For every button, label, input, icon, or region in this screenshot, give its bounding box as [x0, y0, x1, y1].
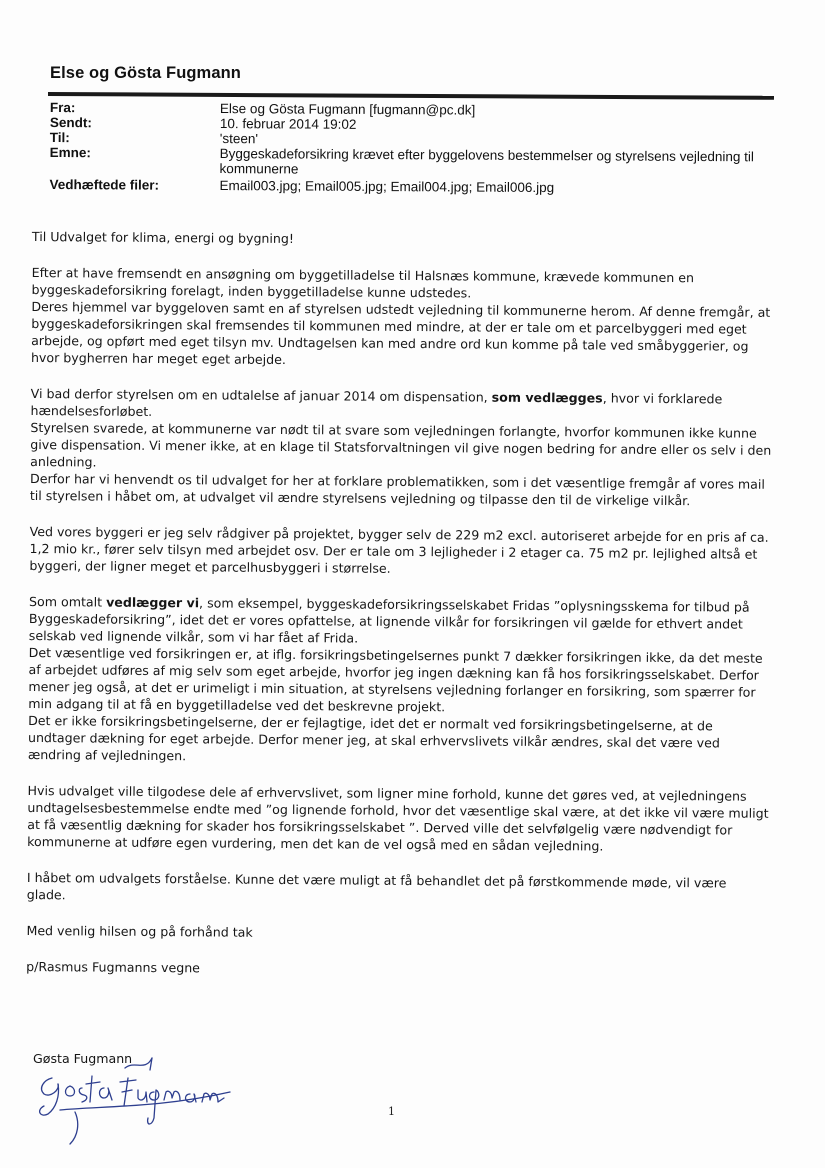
body-line: Som omtalt vedlægger vi, som eksempel, byggeskadeforsikringsselskabet Fridas ”oplysningsskema for tilbud på [29, 593, 750, 615]
body-line: Styrelsen svarede, at kommunerne var nødt til at svare som vejledningen forlangte, hvorfor kommunen ikke kunne [30, 419, 757, 441]
letter-body [26, 228, 774, 981]
body-line: arbejde, og opført med eget tilsyn mv. Undtagelsen kan med andre ord kun komme på tale ved småbyggerier, og [31, 332, 749, 354]
body-line: Byggeskadeforsikring”, idet det er vores opfattelse, at lignende vilkår for forsikringen vil gælde for ethvert andet [28, 610, 743, 632]
body-line: hvor bygherren har meget eget arbejde. [30, 349, 287, 367]
emphasis: som vedlægges [491, 389, 603, 406]
body-line: min adgang til at få en byggetilladelse ved det beskrevne projekt. [28, 695, 446, 715]
body-line: Hvis udvalget ville tilgodese dele af erhvervslivet, som ligner mine forhold, kunne det gøres ved, at vejledningens [27, 782, 747, 804]
body-line: byggeskadeforsikring forelagt, inden byggetilladelse kunne udstedes. [31, 281, 472, 301]
body-line: at få væsentlig dækning for skader hos forsikringsselskabet ”. Derved ville det selvfølgelig være nødvendigt for [27, 816, 733, 838]
closing: Med venlig hilsen og på forhånd tak [26, 922, 253, 940]
subject-value: Byggeskadeforsikring krævet efter byggelovens bestemmelser og styrelsens vejledning til kommunerne [219, 146, 754, 177]
body-line: Efter at have fremsendt en ansøgning om byggetilladelse til Halsnæs kommune, krævede kommunen en [31, 264, 695, 286]
body-line: hændelsesforløbet. [30, 402, 153, 419]
field-label: Sendt: [49, 114, 92, 131]
header-divider [48, 92, 774, 100]
body-line: 1,2 mio kr., fører selv tilsyn med arbejdet osv. Der er tale om 3 lejligheder i 2 etager ca. 75 m2 pr. lejlighed altså et [29, 540, 758, 562]
page-number: 1 [388, 1105, 395, 1118]
body-line: af arbejdet udføres af mig selv som eget arbejde, hvorfor jeg ingen dækning kan få hos forsikringsselskabet. Derfor [28, 661, 759, 683]
body-line: Deres hjemmel var byggeloven samt en af styrelsen udstedt vejledning til kommunerne herom. Af denne fremgår, at [31, 298, 771, 320]
sender-title: Else og Gösta Fugmann [50, 64, 241, 82]
body-line: undtager dækning for eget arbejde. Derfor mener jeg, at skal erhvervslivets vilkår ændres, skal det være ved [27, 729, 720, 751]
field-label: Vedhæftede filer: [49, 176, 160, 193]
sent-value: 10. februar 2014 19:02 [219, 116, 357, 132]
body-line: selskab ved lignende vilkår, som vi har fået af Frida. [28, 627, 359, 646]
field-label: Emne: [49, 144, 91, 161]
signer-name: Gøsta Fugmann [33, 1051, 133, 1066]
field-label: Fra: [49, 100, 76, 116]
body-line: glade. [26, 886, 66, 903]
body-line: undtagelsesbestemmelse endte med ”og lignende forhold, hvor det væsentlige skal være, at det ikke vil være muligt [27, 799, 769, 821]
on-behalf-line: p/Rasmus Fugmanns vegne [26, 958, 201, 976]
body-line: byggeskadeforsikringen skal fremsendes til kommunen med mindre, at der er tale om et parcelbyggeri med eget [31, 315, 747, 337]
email-header-fields [49, 100, 780, 196]
attachments-value: Email003.jpg; Email005.jpg; Email004.jpg; Email006.jpg [219, 178, 555, 196]
body-line: byggeri, der ligner meget et parcelhusbyggeri i størrelse. [29, 557, 391, 576]
body-line: give dispensation. Vi mener ikke, at en klage til Statsforvaltningen vil give nogen bedring for andre eller os selv i den [30, 436, 772, 458]
body-line: Det er ikke forsikringsbetingelserne, der er fejlagtige, idet det er normalt ved forsikringsbetingelserne, at de [28, 712, 713, 734]
field-attachments [49, 177, 779, 196]
field-label: Til: [49, 129, 70, 146]
to-value: 'steen' [219, 131, 259, 147]
from-value: Else og Gösta Fugmann [fugmann@pc.dk] [219, 101, 476, 118]
body-line: anledning. [30, 453, 97, 470]
greeting: Til Udvalget for klima, energi og bygning! [31, 228, 295, 247]
body-line: Ved vores byggeri er jeg selv rådgiver på projektet, bygger selv de 229 m2 excl. autoriseret arbejde for en pris af ca. [29, 523, 769, 545]
handwritten-signature [30, 1048, 250, 1148]
body-line: Det væsentlige ved forsikringen er, at iflg. forsikringsbetingelsernes punkt 7 dækker forsikringen ikke, da det meste [28, 644, 763, 666]
body-line: I håbet om udvalgets forståelse. Kunne det være muligt at få behandlet det på førstkommende møde, vil være [26, 869, 727, 891]
field-subject [50, 145, 780, 179]
body-line: ændring af vejledningen. [27, 746, 187, 764]
body-line: til styrelsen i håbet om, at udvalget vil ændre styrelsens vejledning og tilpasse den til de virkelige vilkår. [29, 487, 691, 509]
body-line: kommunerne at udføre egen vurdering, men det kan de vel også med en sådan vejledning. [27, 833, 604, 854]
body-line: mener jeg også, at det er urimeligt i min situation, at styrelsens vejledning forlanger en forsikring, som spærrer for [28, 678, 756, 700]
body-line: Derfor har vi henvendt os til udvalget for her at forklare problematikken, som i det væsentlige fremgår af vores mail [29, 470, 765, 492]
emphasis: vedlægger vi [106, 594, 200, 611]
body-line: Vi bad derfor styrelsen om en udtalelse af januar 2014 om dispensation, som vedlægges, hvor vi forklarede [30, 385, 723, 407]
